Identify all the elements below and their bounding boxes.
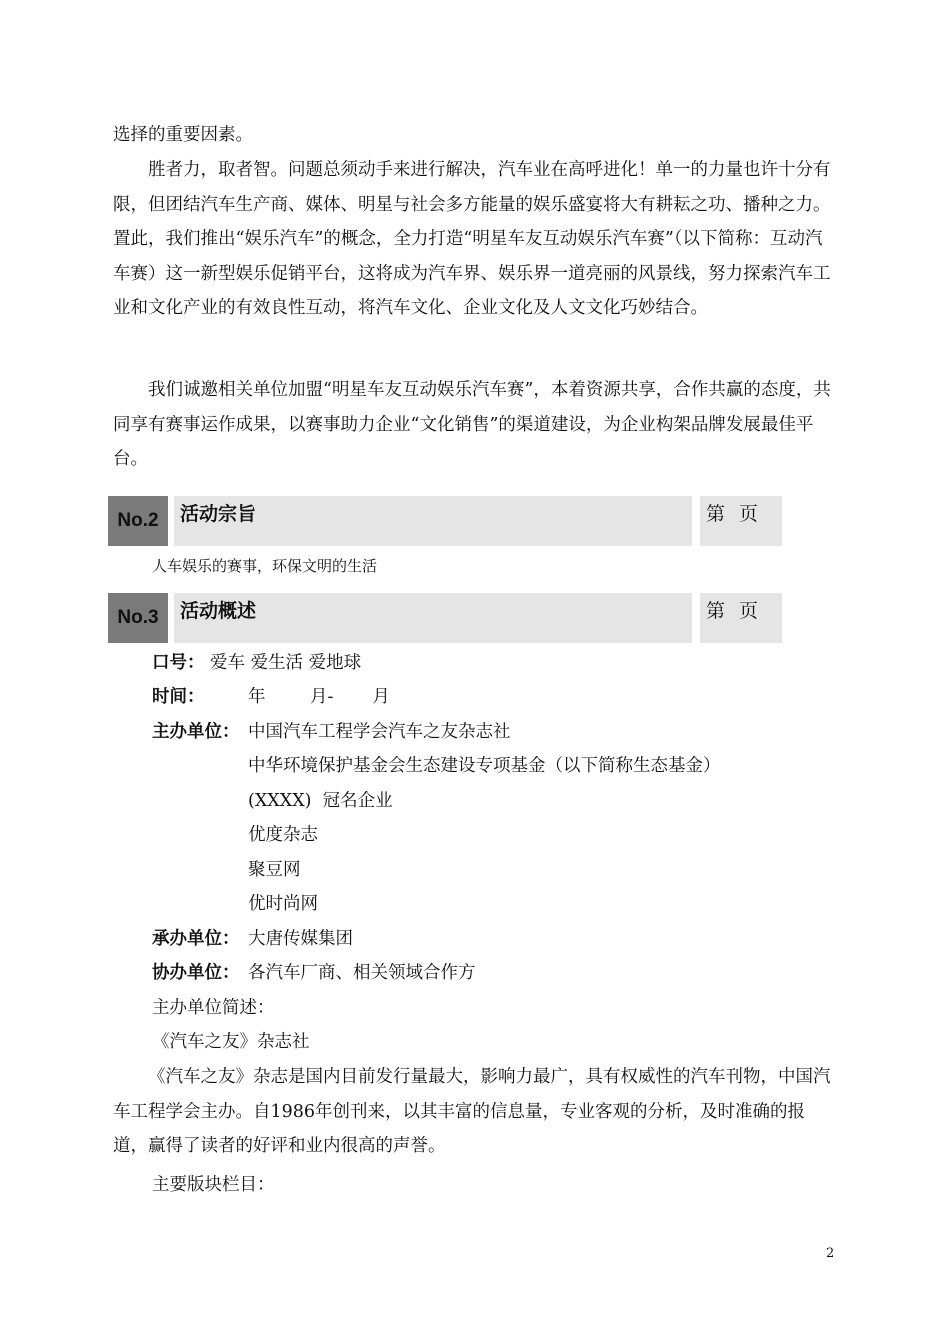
host-row bbox=[0, 715, 950, 749]
host-row-4 bbox=[0, 818, 950, 852]
section-2-number: No.2 bbox=[108, 496, 168, 546]
organizer-label: 承办单位： bbox=[152, 929, 240, 949]
magazine-title: 《汽车之友》杂志社 bbox=[152, 1032, 310, 1052]
intro-paragraph-1: 胜者力，取者智。问题总须动手来进行解决，汽车业在高呼进化！单一的力量也许十分有限，但团结汽车生产商、媒体、明星与社会多方能量的娱乐盛宴将大有耕耘之功、播种之力。置此，我们推出“娱乐汽车”的概念，全力打造“明星车友互动娱乐汽车赛”（以下简称：互动汽车赛）这一新型娱乐促销平台，这将成为汽车界、娱乐界一道亮丽的风景线，努力探索汽车工业和文化产业的有效良性互动，将汽车文化、企业文化及人文文化巧妙结合。 bbox=[113, 160, 831, 318]
slogan-value: 爱车 爱生活 爱地球 bbox=[210, 653, 362, 673]
organizer-row bbox=[0, 922, 950, 956]
host-item: 优时尚网 bbox=[248, 894, 318, 914]
columns-label: 主要版块栏目： bbox=[152, 1175, 275, 1195]
time-row bbox=[0, 680, 950, 714]
section-3-title: 活动概述 bbox=[174, 593, 692, 643]
section-2-page-label: 第页 bbox=[700, 496, 782, 546]
host-row-6 bbox=[0, 887, 950, 921]
host-item: 聚豆网 bbox=[248, 860, 301, 880]
page-number: 2 bbox=[826, 1246, 835, 1261]
section-3-page-label: 第页 bbox=[700, 593, 782, 643]
host-item: 中华环境保护基金会生态建设专项基金（以下简称生态基金） bbox=[248, 756, 721, 776]
time-label: 时间： bbox=[152, 687, 205, 707]
organizer-value: 大唐传媒集团 bbox=[248, 929, 353, 949]
intro-paragraph-0: 选择的重要因素。 bbox=[113, 125, 253, 145]
co-organizer-value: 各汽车厂商、相关领域合作方 bbox=[248, 963, 476, 983]
co-organizer-label: 协办单位： bbox=[152, 963, 240, 983]
section-2-header bbox=[108, 496, 782, 546]
magazine-description: 《汽车之友》杂志是国内目前发行量最大，影响力最广，具有权威性的汽车刊物，中国汽车工程学会主办。自1986年创刊来，以其丰富的信息量，专业客观的分析，及时准确的报道，赢得了读者的好评和业内很高的声誉。 bbox=[113, 1067, 831, 1156]
intro-paragraph-2: 我们诚邀相关单位加盟“明星车友互动娱乐汽车赛”，本着资源共享，合作共赢的态度，共同享有赛事运作成果，以赛事助力企业“文化销售”的渠道建设，为企业构架品牌发展最佳平台。 bbox=[113, 380, 831, 469]
host-label: 主办单位： bbox=[152, 722, 240, 742]
host-item: 优度杂志 bbox=[248, 825, 318, 845]
host-row-3 bbox=[0, 784, 950, 818]
section-2-content: 人车娱乐的赛事，环保文明的生活 bbox=[152, 557, 378, 575]
section-3-number: No.3 bbox=[108, 593, 168, 643]
host-item: (XXXX) 冠名企业 bbox=[248, 791, 393, 811]
slogan-row bbox=[0, 646, 950, 680]
host-row-2 bbox=[0, 749, 950, 783]
co-organizer-row bbox=[0, 956, 950, 990]
time-value: 年 月- 月 bbox=[248, 687, 390, 707]
host-row-5 bbox=[0, 853, 950, 887]
section-2-title: 活动宗旨 bbox=[174, 496, 692, 546]
slogan-label: 口号： bbox=[152, 653, 205, 673]
host-item: 中国汽车工程学会汽车之友杂志社 bbox=[248, 722, 511, 742]
section-3-header bbox=[108, 593, 782, 643]
host-intro-label: 主办单位简述： bbox=[152, 998, 275, 1018]
